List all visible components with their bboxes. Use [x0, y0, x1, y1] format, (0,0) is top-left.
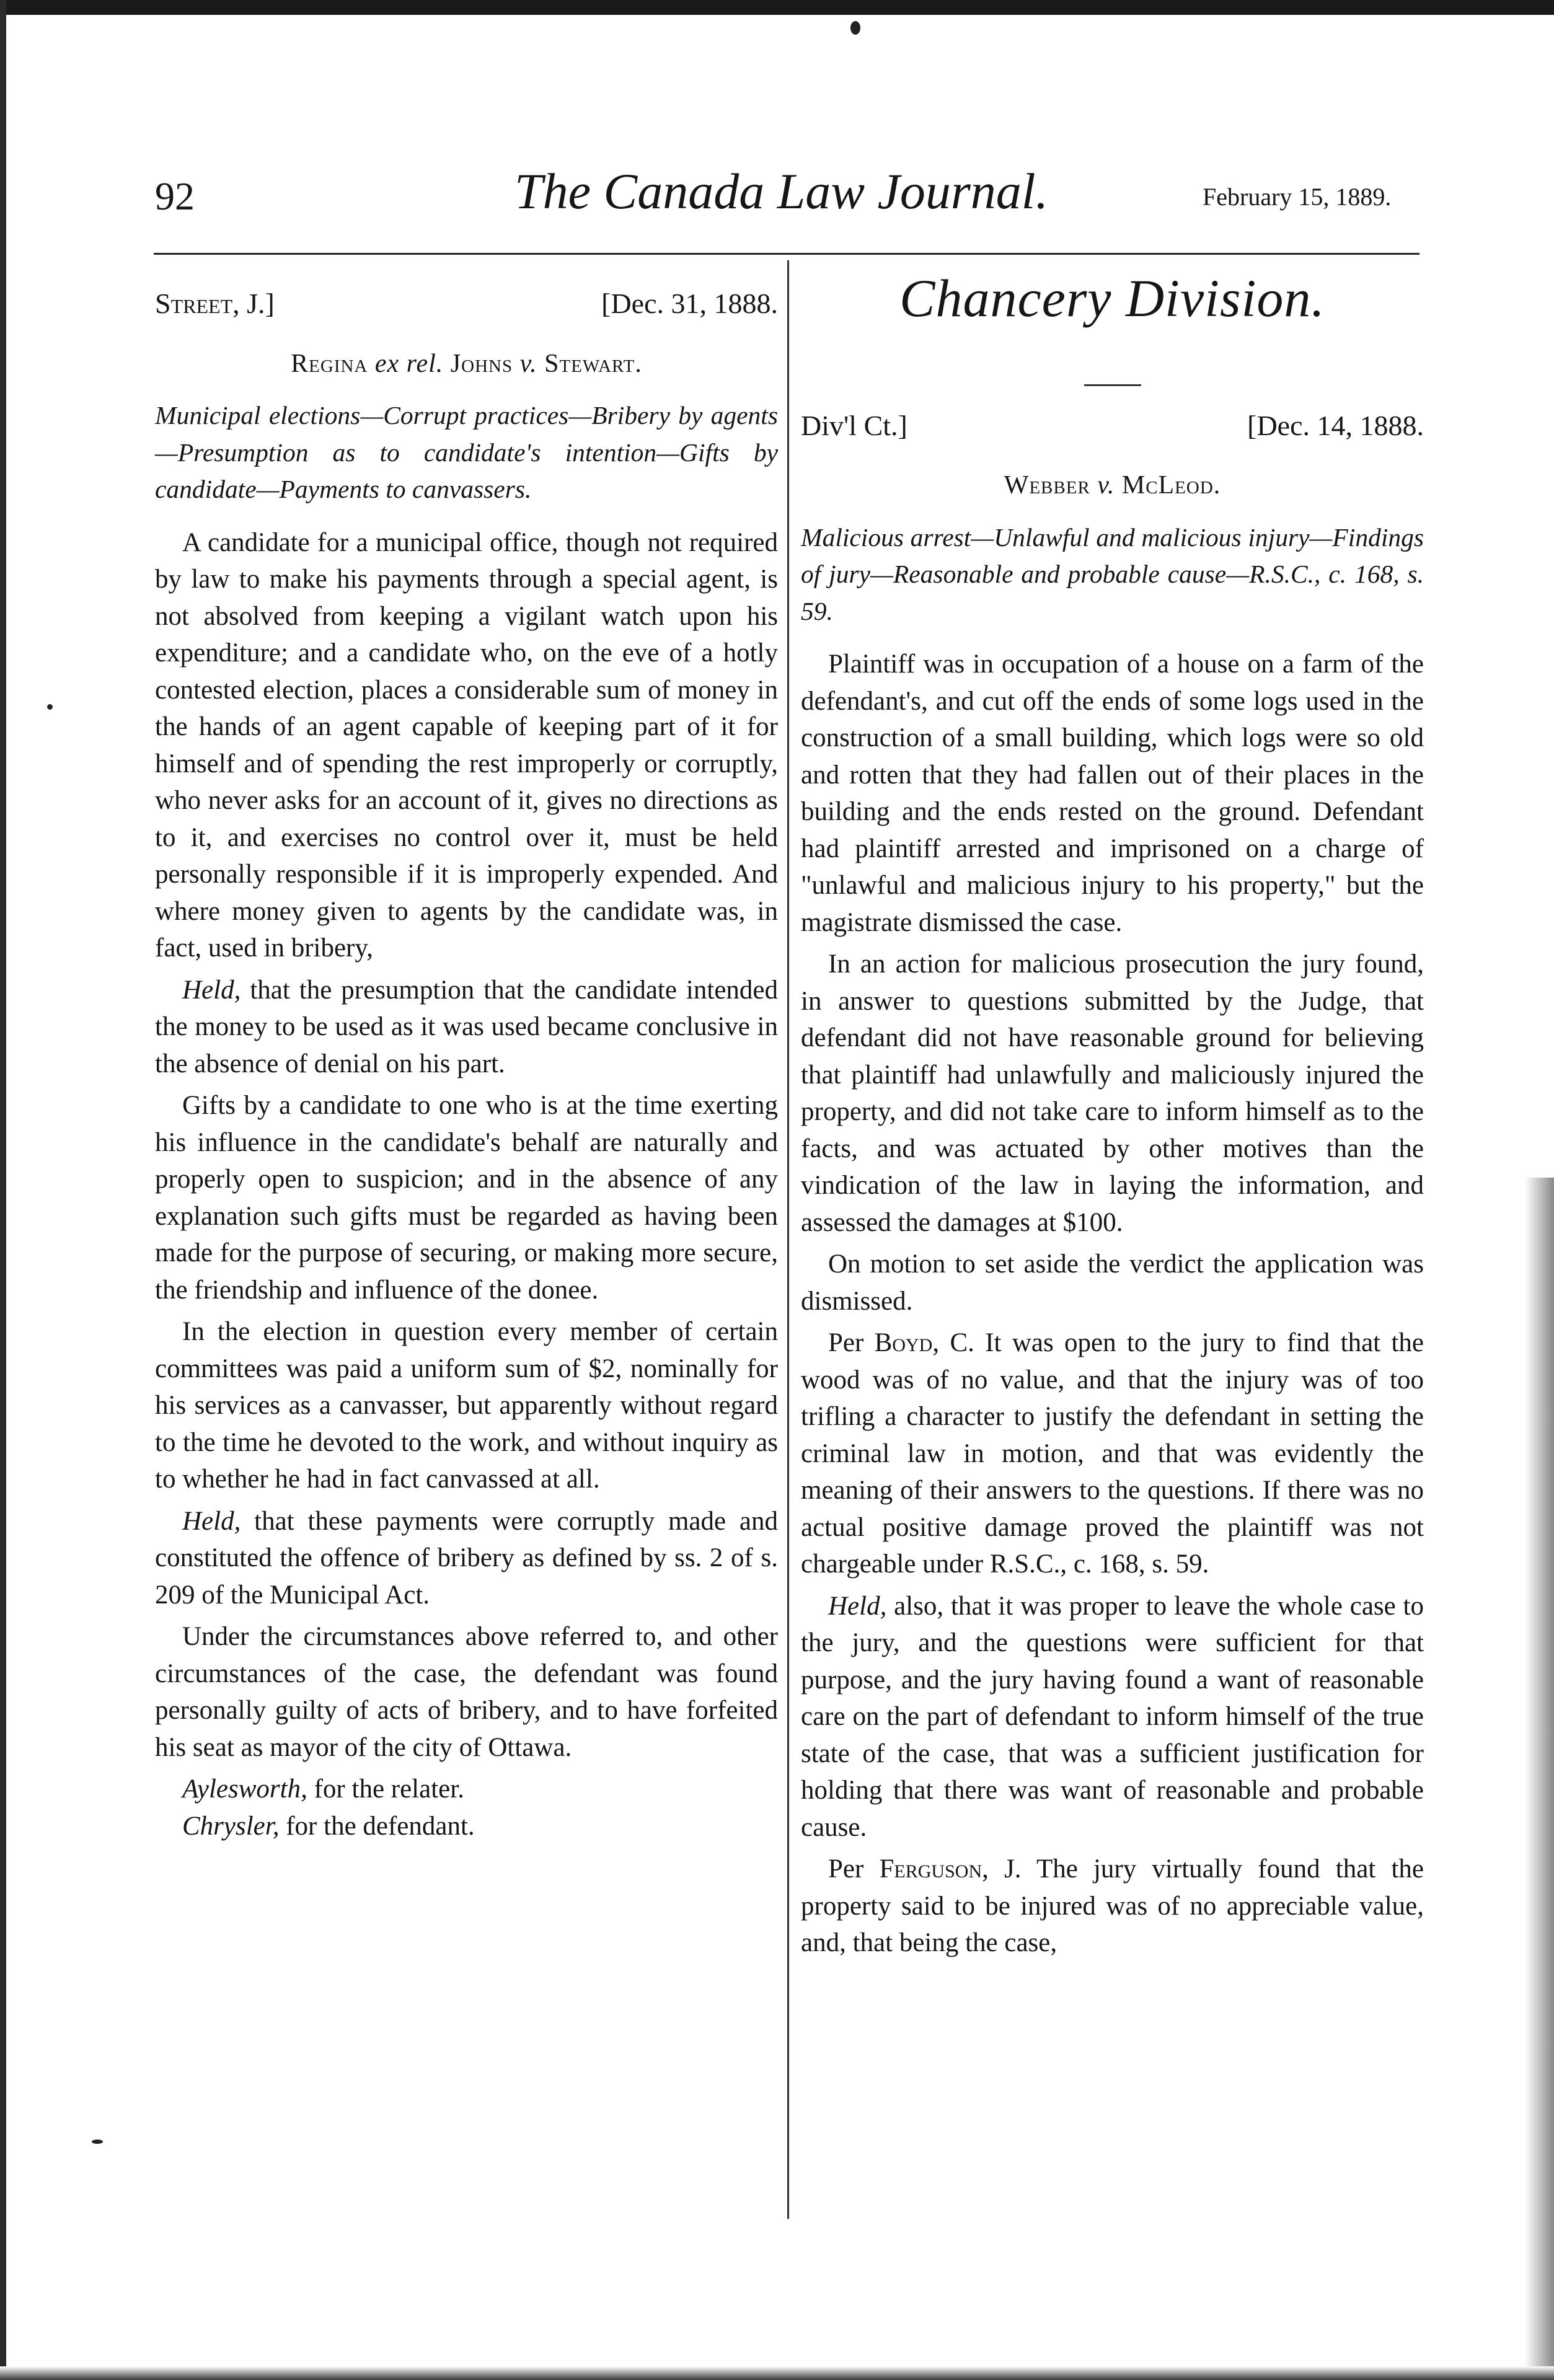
counsel-line [155, 1771, 778, 1808]
held-text: that these payments were corruptly made and constituted the offence of bribery as defined by ss. 2 of s. 209 of the Municipal Act. [155, 1506, 778, 1610]
case-name-part: v. [519, 349, 537, 378]
court-line [155, 285, 778, 322]
case-name [155, 346, 778, 383]
held-paragraph [801, 1588, 1424, 1846]
page-number: 92 [155, 174, 195, 218]
judgment-text: , J. The jury virtually found that the property said to be injured was of no appreciable value, and, that being the case, [801, 1854, 1424, 1957]
body-paragraph: In an action for malicious prosecution the jury found, in answer to questions submitted by the Judge, that defendant did not have reasonable ground for believing that plaintiff had unlawfully and maliciously injured the property, and did not take care to inform himself as to the facts, and was actuated by other motives than the vindication of the law in laying the information, and assessed the damages at $100. [801, 950, 1424, 1237]
case-name-part: Stewart. [537, 349, 642, 378]
left-scan-edge [0, 0, 6, 2380]
body-paragraph: On motion to set aside the verdict the application was dismissed. [801, 1250, 1424, 1316]
case-name [801, 467, 1424, 505]
body-paragraph: In the election in question every member of certain committees was paid a uniform sum of $2, nominally for his services as a canvasser, but apparently without regard to the time he devoted to the work, and without inquiry as to whether he had in fact canvassed at all. [155, 1317, 778, 1494]
column-divider [787, 260, 789, 2219]
held-label: Held, [182, 975, 241, 1005]
ink-speck [92, 2140, 103, 2144]
body-paragraph: A candidate for a municipal office, though not required by law to make his payments through a special agent, is not absolved from keeping a vigilant watch upon his expenditure; and a candidate who, on the eve of a hotly contested election, places a considerable sum of money in the hands of an agent capable of keeping part of it for himself and of spending the rest improperly or corruptly, who never asks for an account of it, gives no directions as to it, and exercises no control over it, must be held personally responsible if it is improperly expended. And where money given to agents by the candidate was, in fact, used in bribery, [155, 527, 778, 963]
judgment-paragraph [801, 1851, 1424, 1962]
case-name-part: Regina [291, 349, 375, 378]
right-column [801, 268, 1424, 1967]
held-text: also, that it was proper to leave the whole case to the jury, and the questions were sufficient for that purpose, and the jury having found a want of reasonable care on the part of defendant to inform himself of the true state of the case, that was a sufficient justification for holding that there was want of reasonable and probable cause. [801, 1591, 1424, 1842]
headnote: Malicious arrest—Unlawful and malicious injury—Findings of jury—Reasonable and probable cause—R.S.C., c. 168, s. 59. [801, 522, 1424, 625]
page-header [0, 155, 1554, 236]
held-paragraph [155, 972, 778, 1083]
court-name: Div'l Ct.] [801, 409, 907, 441]
decision-date: [Dec. 31, 1888. [601, 288, 778, 319]
body-paragraph: Under the circumstances above referred to, and other circumstances of the case, the defendant was found personally guilty of acts of bribery, and to have forfeited his seat as mayor of the city of Ottawa. [155, 1622, 778, 1762]
body-paragraph: Plaintiff was in occupation of a house on a farm of the defendant's, and cut off the ends of some logs used in the construction of a small building, which logs were so old and rotten that they had fallen out of their places in the building and the ends rested on the ground. Defendant had plaintiff arrested and imprisoned on a charge of "unlawful and malicious injury to his property," but the magistrate dismissed the case. [801, 650, 1424, 937]
held-label: Held, [828, 1591, 887, 1621]
decision-date: [Dec. 14, 1888. [1247, 409, 1424, 441]
right-scan-shadow [1525, 1178, 1554, 2380]
bottom-scan-edge [0, 2366, 1554, 2380]
counsel-name: Aylesworth, [182, 1774, 307, 1804]
header-rule [154, 253, 1419, 255]
case-name-part: v. [1097, 471, 1115, 500]
division-title: Chancery Division. [899, 268, 1325, 328]
left-column [155, 273, 778, 1844]
counsel-role: for the defendant. [279, 1811, 475, 1841]
ink-speck [47, 704, 53, 710]
counsel-name: Chrysler, [182, 1811, 280, 1841]
court-judge: Street, J.] [155, 288, 275, 319]
journal-title: The Canada Law Journal. [514, 163, 1049, 219]
judgment-paragraph [801, 1324, 1424, 1583]
per-label: Per [828, 1328, 875, 1357]
body-paragraph: Gifts by a candidate to one who is at the time exerting his influence in the candidate's behalf are naturally and properly open to suspicion; and in the absence of any explanation such gifts must be regarded as having been made for the purpose of securing, or making more secure, the friendship and influence of the donee. [155, 1091, 778, 1305]
headnote: Municipal elections—Corrupt practices—Bribery by agents—Presumption as to candidate's intention—Gifts by candidate—Payments to canvassers. [155, 401, 778, 503]
held-text: that the presumption that the candidate intended the money to be used as it was used became conclusive in the absence of denial on his part. [155, 975, 778, 1078]
judgment-text: , C. It was open to the jury to find that the wood was of no value, and that the injury was of too trifling a character to justify the defendant in setting the criminal law in motion, and that was evidently the meaning of their answers to the questions. If there was no actual positive damage proved the plaintiff was not chargeable under R.S.C., c. 168, s. 59. [801, 1328, 1424, 1579]
held-paragraph [155, 1503, 778, 1614]
section-rule [1084, 384, 1141, 386]
judge-name: Boyd [874, 1328, 933, 1357]
top-scan-border [0, 0, 1554, 15]
judge-name: Ferguson [879, 1854, 982, 1884]
case-name-part: Johns [443, 349, 520, 378]
counsel-role: for the relater. [307, 1774, 464, 1804]
case-name-part: McLeod. [1115, 471, 1221, 500]
ink-speck [850, 21, 860, 35]
per-label: Per [828, 1854, 880, 1884]
held-label: Held, [182, 1506, 241, 1536]
court-line [801, 407, 1424, 444]
case-name-part: ex rel. [374, 349, 444, 378]
counsel-line [155, 1808, 778, 1845]
issue-date: February 15, 1889. [1203, 183, 1392, 211]
case-name-part: Webber [1004, 471, 1098, 500]
